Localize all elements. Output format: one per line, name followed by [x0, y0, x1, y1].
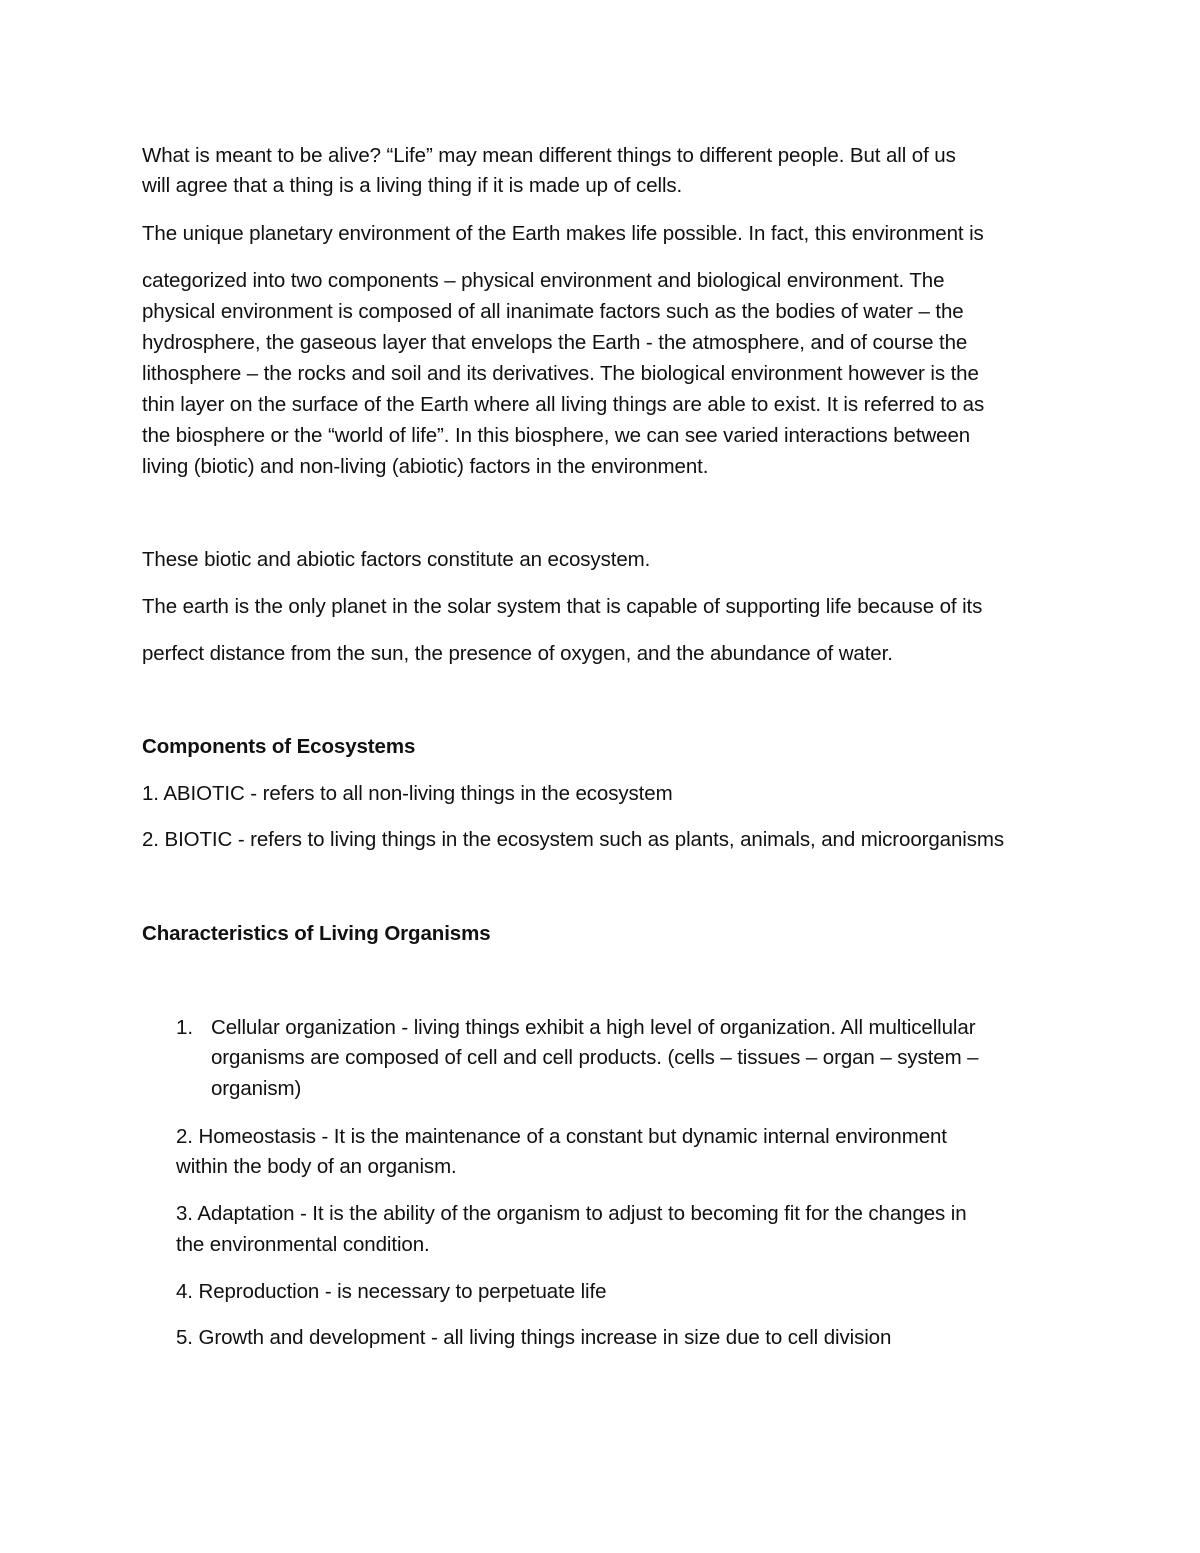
intro-p3-line-7: living (biotic) and non-living (abiotic) factors in the environment.	[142, 455, 709, 478]
intro-p3-line-4: lithosphere – the rocks and soil and its derivatives. The biological environment however is the	[142, 362, 979, 385]
characteristic-1-line-2: organisms are composed of cell and cell products. (cells – tissues – organ – system –	[211, 1046, 979, 1069]
intro-p1-line-1: What is meant to be alive? “Life” may mean different things to different people. But all of us	[142, 144, 956, 167]
characteristic-3-line-1: 3. Adaptation - It is the ability of the organism to adjust to becoming fit for the changes in	[176, 1202, 967, 1225]
characteristic-5: 5. Growth and development - all living things increase in size due to cell division	[176, 1326, 892, 1349]
intro-p4: These biotic and abiotic factors constitute an ecosystem.	[142, 548, 651, 571]
components-item-abiotic: 1. ABIOTIC - refers to all non-living things in the ecosystem	[142, 782, 673, 805]
intro-p3-line-1: categorized into two components – physical environment and biological environment. The	[142, 269, 945, 292]
intro-p1-line-2: will agree that a thing is a living thing if it is made up of cells.	[142, 174, 683, 197]
characteristic-2-line-2: within the body of an organism.	[176, 1155, 457, 1178]
characteristic-4: 4. Reproduction - is necessary to perpetuate life	[176, 1280, 607, 1303]
characteristic-1-number: 1.	[176, 1016, 194, 1039]
intro-p3-line-3: hydrosphere, the gaseous layer that envelops the Earth - the atmosphere, and of course the	[142, 331, 968, 354]
characteristic-3-line-2: the environmental condition.	[176, 1233, 430, 1256]
intro-p2-line-1: The unique planetary environment of the Earth makes life possible. In fact, this environment is	[142, 222, 984, 245]
intro-p5-line-2: perfect distance from the sun, the presence of oxygen, and the abundance of water.	[142, 642, 893, 665]
intro-p3-line-2: physical environment is composed of all inanimate factors such as the bodies of water – the	[142, 300, 964, 323]
characteristic-2-line-1: 2. Homeostasis - It is the maintenance of a constant but dynamic internal environment	[176, 1125, 947, 1148]
components-item-biotic: 2. BIOTIC - refers to living things in the ecosystem such as plants, animals, and microorganisms	[142, 828, 1005, 851]
characteristic-1-line-1: Cellular organization - living things exhibit a high level of organization. All multicellular	[211, 1016, 976, 1039]
intro-p5-line-1: The earth is the only planet in the solar system that is capable of supporting life because of its	[142, 595, 983, 618]
components-heading: Components of Ecosystems	[142, 735, 416, 758]
intro-p3-line-5: thin layer on the surface of the Earth where all living things are able to exist. It is referred to as	[142, 393, 985, 416]
intro-p3-line-6: the biosphere or the “world of life”. In this biosphere, we can see varied interactions between	[142, 424, 971, 447]
characteristics-heading: Characteristics of Living Organisms	[142, 922, 491, 945]
characteristic-1-line-3: organism)	[211, 1077, 302, 1100]
